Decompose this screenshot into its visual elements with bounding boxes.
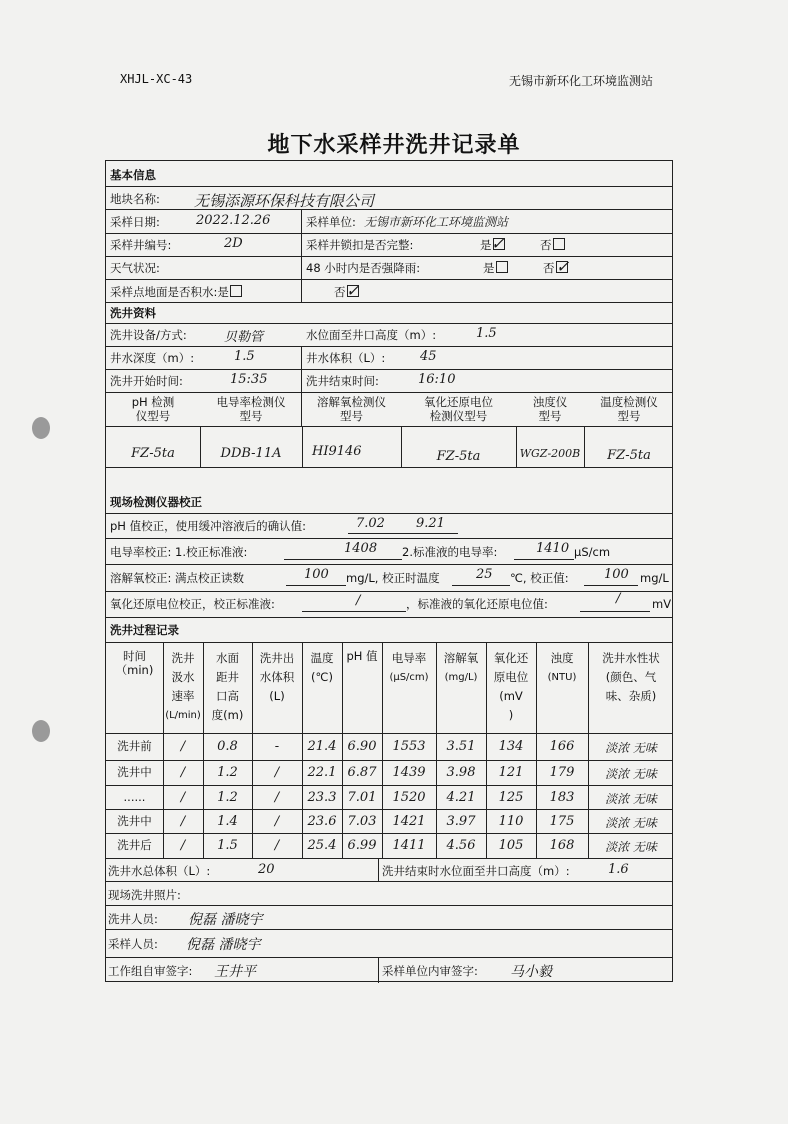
col-head-ph: pH 值 [346, 649, 378, 663]
col-head-cond: 电导率 (μS/cm) [389, 651, 429, 683]
cell-level: 0.8 [217, 739, 238, 754]
sampler-signature: 倪磊 潘晓宇 [186, 937, 261, 953]
ponding-no-label: 否 [334, 285, 346, 299]
cell-do: 3.98 [446, 765, 476, 780]
level-value: 1.5 [476, 326, 497, 341]
cell-ph: 6.87 [347, 765, 377, 780]
col-head-do: 溶解氧 (mg/L) [443, 651, 479, 683]
cell-prop: 淡浓 无味 [605, 741, 657, 755]
level-label: 水位面至井口高度（m）: [306, 328, 437, 342]
cell-do: 4.56 [446, 838, 476, 853]
calib-do-unit-3: mg/L [640, 571, 669, 585]
calib-do-label: 溶解氧校正: 满点校正读数 [110, 571, 245, 585]
cell-cond: 1520 [392, 789, 426, 805]
col-head-orp: 氧化还 原电位 (mV ) [493, 651, 529, 722]
cell-turb: 168 [549, 838, 575, 853]
cell-time: 洗井后 [117, 838, 152, 852]
cell-time: 洗井中 [117, 765, 152, 779]
rain-check-mark: ✓ [556, 257, 570, 276]
calib-cond-value-2: 1410 [536, 541, 570, 556]
equip-label: 洗井设备/方式: [110, 328, 187, 342]
section-calib: 现场检测仪器校正 [110, 495, 202, 509]
cell-time: 洗井中 [117, 813, 152, 828]
cell-prop: 淡浓 无味 [605, 840, 657, 854]
binder-hole-top [32, 417, 50, 439]
cell-temp: 23.3 [307, 789, 337, 805]
unit-check-label: 采样单位内审签字: [382, 964, 478, 978]
lock-check-mark: ✓ [491, 234, 505, 253]
section-wash: 洗井资料 [110, 306, 156, 320]
inst-head-temp: 温度检测仪 型号 [600, 395, 658, 423]
rain-yes-label: 是 [483, 261, 495, 275]
cell-ph: 6.99 [347, 838, 377, 853]
rain-no-label: 否 [543, 261, 555, 275]
sampler-label: 采样人员: [108, 937, 158, 951]
cell-ph: 6.90 [347, 739, 377, 754]
cell-time: 洗井前 [117, 739, 152, 753]
cell-temp: 21.4 [307, 739, 337, 754]
final-level-value: 1.6 [608, 862, 629, 877]
calib-ph-value-2: 9.21 [416, 516, 445, 531]
cell-cond: 1553 [392, 739, 426, 754]
inst-value-do: HI9146 [312, 444, 362, 459]
cell-orp: 134 [498, 739, 524, 754]
calib-cond-label: 电导率校正: 1.校正标准液: [110, 545, 248, 559]
inst-head-orp: 氧化还原电位 检测仪型号 [424, 395, 493, 423]
well-value: 2D [224, 236, 243, 251]
weather-label: 天气状况: [110, 261, 160, 275]
col-head-rate: 洗井 汲水 速率 (L/min) [165, 651, 201, 721]
cell-level: 1.5 [217, 838, 238, 853]
binder-hole-bottom [32, 720, 50, 742]
unit-check-signature: 马小毅 [510, 964, 552, 980]
washer-label: 洗井人员: [108, 912, 158, 926]
inst-value-orp: FZ-5ta [436, 449, 481, 464]
cell-turb: 166 [549, 739, 575, 754]
lock-no-label: 否 [540, 238, 552, 252]
cell-cond: 1411 [392, 838, 426, 853]
unit-label: 采样单位: [306, 215, 356, 229]
inst-value-cond: DDB-11A [220, 446, 282, 461]
photo-label: 现场洗井照片: [108, 888, 181, 902]
cell-outvol: / [274, 789, 280, 805]
cell-rate: / [180, 789, 186, 805]
date-value: 2022.12.26 [196, 213, 271, 228]
cell-level: 1.2 [217, 789, 238, 805]
cell-prop: 淡浓 无味 [605, 815, 657, 830]
well-label: 采样井编号: [110, 238, 172, 252]
cell-do: 3.97 [446, 813, 476, 829]
calib-orp-unit: mV [652, 597, 672, 611]
cell-cond: 1439 [392, 765, 426, 780]
end-value: 16:10 [418, 372, 456, 387]
cell-ph: 7.03 [347, 813, 377, 829]
calib-do-unit-1: mg/L, 校正时温度 [346, 571, 440, 585]
calib-do-unit-2: ℃, 校正值: [510, 571, 569, 585]
calib-cond-label-2: 2.标准液的电导率: [402, 545, 498, 559]
cell-rate: / [180, 813, 186, 829]
ponding-label[interactable]: 采样点地面是否积水:是 [110, 285, 242, 299]
rain-yes-checkbox[interactable] [483, 261, 508, 275]
depth-value: 1.5 [234, 349, 255, 364]
calib-do-temp: 25 [476, 567, 493, 582]
cell-rate: / [180, 739, 186, 754]
self-check-signature: 王井平 [214, 964, 256, 980]
cell-prop: 淡浓 无味 [605, 791, 657, 806]
cell-time: ...... [123, 789, 146, 804]
cell-orp: 105 [498, 838, 524, 853]
cell-orp: 125 [498, 789, 524, 805]
col-head-prop: 洗井水性状 (颜色、气 味、杂质) [602, 651, 660, 703]
total-volume-label: 洗井水总体积（L）: [108, 864, 211, 878]
cell-temp: 25.4 [307, 838, 337, 853]
col-head-temp: 温度 (℃) [310, 651, 334, 684]
calib-cond-value-1: 1408 [344, 541, 378, 556]
lock-yes-label: 是 [480, 238, 492, 252]
col-head-outvol: 洗井出 水体积 (L) [259, 651, 295, 703]
rain-label: 48 小时内是否强降雨: [306, 261, 421, 275]
unit-value: 无锡市新环化工环境监测站 [364, 215, 509, 229]
cell-rate: / [180, 838, 186, 853]
calib-ph-label: pH 值校正，使用缓冲溶液后的确认值: [110, 519, 306, 533]
calib-orp-value-2: / [616, 591, 621, 606]
inst-value-turb: WGZ-200B [519, 447, 581, 460]
volume-label: 井水体积（L）: [306, 351, 386, 365]
date-label: 采样日期: [110, 215, 160, 229]
cell-do: 3.51 [446, 739, 476, 754]
cell-ph: 7.01 [347, 789, 377, 805]
washer-signature: 倪磊 潘晓宇 [188, 912, 263, 928]
ponding-check-mark: ✓ [346, 281, 360, 300]
record-form [105, 160, 673, 982]
col-head-level: 水面 距井 口高 度(m) [211, 651, 244, 722]
col-head-time: 时间 （min) [115, 649, 154, 677]
cell-outvol: - [274, 739, 280, 754]
inst-head-ph: pH 检测 仪型号 [131, 395, 175, 423]
inst-head-turb: 浊度仪 型号 [532, 395, 568, 423]
cell-rate: / [180, 765, 186, 780]
cell-turb: 183 [549, 789, 575, 805]
cell-prop: 淡浓 无味 [605, 767, 657, 781]
start-value: 15:35 [230, 372, 268, 387]
final-level-label: 洗井结束时水位面至井口高度（m）: [382, 864, 570, 878]
end-label: 洗井结束时间: [306, 374, 379, 388]
calib-do-value-2: 100 [604, 567, 629, 582]
cell-outvol: / [274, 813, 280, 829]
volume-value: 45 [420, 349, 437, 364]
page-title: 地下水采样井洗井记录单 [267, 133, 521, 158]
cell-orp: 121 [498, 765, 524, 780]
total-volume-value: 20 [258, 862, 275, 877]
lock-no-box [553, 238, 565, 250]
inst-value-ph: FZ-5ta [131, 446, 175, 461]
cell-orp: 110 [498, 813, 524, 829]
cell-temp: 22.1 [307, 765, 337, 780]
col-head-turb: 浊度 (NTU) [547, 651, 577, 683]
cell-do: 4.21 [446, 789, 476, 805]
cell-turb: 175 [549, 813, 575, 829]
section-basic: 基本信息 [110, 168, 156, 182]
cell-level: 1.2 [217, 765, 238, 780]
cell-cond: 1421 [392, 813, 426, 829]
calib-do-value-1: 100 [304, 567, 329, 582]
cell-temp: 23.6 [307, 813, 337, 829]
rain-yes-box [496, 261, 508, 273]
cell-turb: 179 [549, 765, 575, 780]
depth-label: 井水深度（m）: [110, 351, 195, 365]
plot-label: 地块名称: [110, 192, 160, 206]
calib-orp-label: 氧化还原电位校正，校正标准液: [110, 597, 275, 611]
self-check-label: 工作组自审签字: [108, 964, 193, 978]
ponding-yes-box [230, 285, 242, 297]
equip-value: 贝勒管 [224, 330, 264, 345]
lock-label: 采样井锁扣是否完整: [306, 238, 414, 252]
calib-cond-unit: μS/cm [574, 545, 611, 559]
plot-value: 无锡添源环保科技有限公司 [194, 192, 375, 210]
inst-head-cond: 电导率检测仪 型号 [216, 395, 286, 423]
calib-orp-label-2: ，标准液的氧化还原电位值: [406, 597, 548, 611]
calib-ph-value-1: 7.02 [356, 516, 385, 531]
form-code: XHJL-XC-43 [120, 72, 193, 86]
start-label: 洗井开始时间: [110, 374, 183, 388]
inst-value-temp: FZ-5ta [607, 448, 651, 463]
org-name: 无锡市新环化工环境监测站 [508, 74, 653, 88]
section-process: 洗井过程记录 [110, 623, 179, 637]
cell-outvol: / [274, 838, 280, 853]
cell-level: 1.4 [217, 813, 238, 829]
cell-outvol: / [274, 765, 280, 780]
inst-head-do: 溶解氧检测仪 型号 [317, 395, 386, 423]
lock-no-checkbox[interactable] [540, 238, 565, 252]
calib-orp-value-1: / [356, 593, 361, 608]
